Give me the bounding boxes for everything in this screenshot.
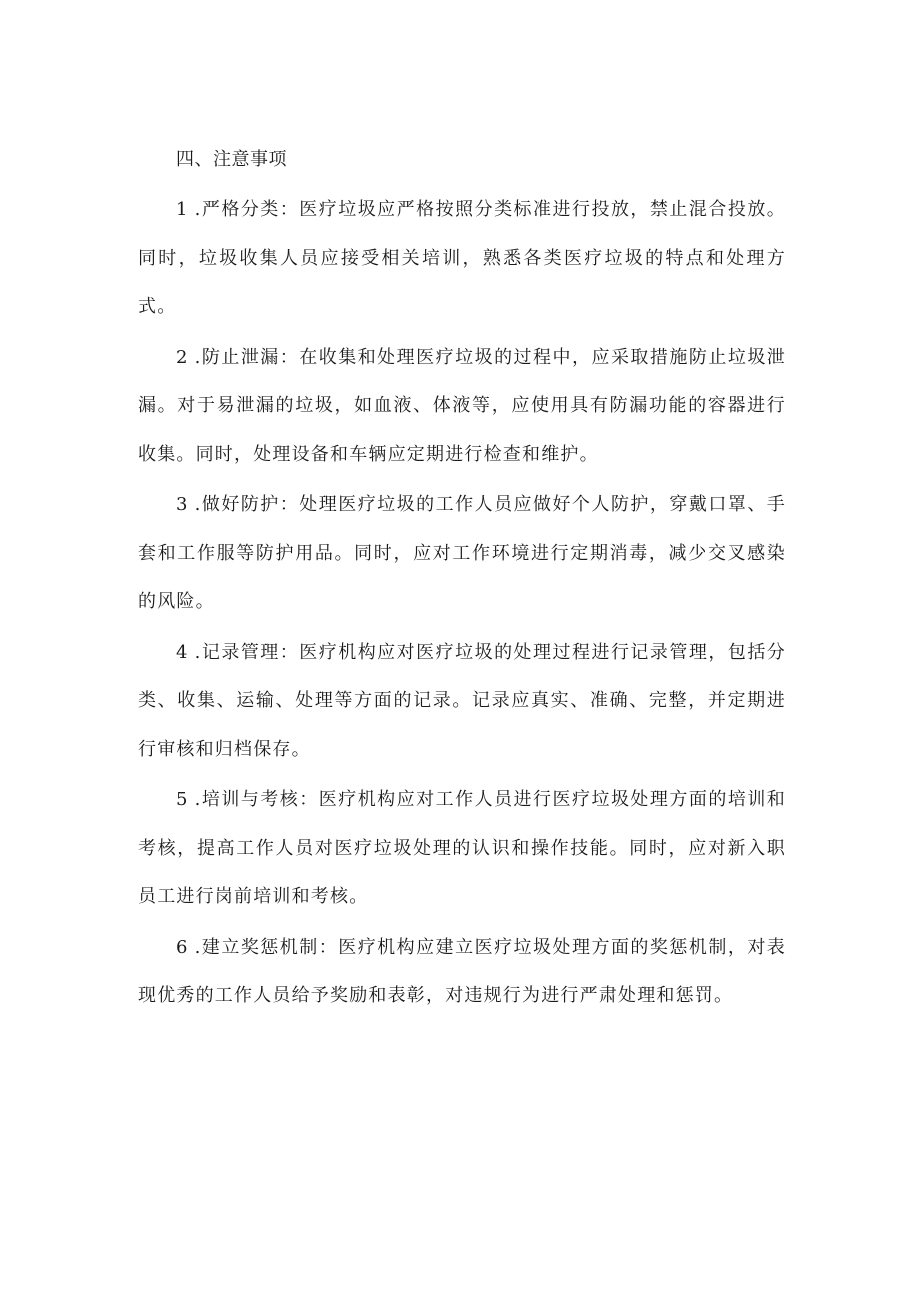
item-text: .建立奖惩机制：医疗机构应建立医疗垃圾处理方面的奖惩机制，对表现优秀的工作人员给予奖励和表彰，对违规行为进行严肃处理和惩罚。 bbox=[138, 936, 786, 1006]
item-number: 2 bbox=[176, 346, 188, 368]
section-heading: 四、注意事项 bbox=[176, 149, 287, 170]
list-item bbox=[138, 776, 786, 922]
list-item bbox=[138, 334, 786, 480]
item-number: 3 bbox=[176, 494, 188, 515]
list-item bbox=[138, 481, 786, 627]
item-number: 6 bbox=[176, 936, 188, 958]
document-body bbox=[138, 136, 786, 1021]
item-number: 1 bbox=[176, 199, 188, 220]
item-number: 5 bbox=[176, 789, 188, 810]
item-text: .严格分类：医疗垃圾应严格按照分类标准进行投放，禁止混合投放。同时，垃圾收集人员应接受相关培训，熟悉各类医疗垃圾的特点和处理方式。 bbox=[138, 199, 786, 317]
list-item bbox=[138, 186, 786, 332]
item-text: .做好防护：处理医疗垃圾的工作人员应做好个人防护，穿戴口罩、手套和工作服等防护用品。同时，应对工作环境进行定期消毒，减少交叉感染的风险。 bbox=[138, 494, 786, 612]
item-text: .防止泄漏：在收集和处理医疗垃圾的过程中，应采取措施防止垃圾泄漏。对于易泄漏的垃圾，如血液、体液等，应使用具有防漏功能的容器进行收集。同时，处理设备和车辆应定期进行检查和维护。 bbox=[138, 346, 786, 465]
item-number: 4 bbox=[176, 641, 188, 663]
list-item bbox=[138, 924, 786, 1021]
item-text: .记录管理：医疗机构应对医疗垃圾的处理过程进行记录管理，包括分类、收集、运输、处理等方面的记录。记录应真实、准确、完整，并定期进行审核和归档保存。 bbox=[138, 641, 786, 760]
list-item bbox=[138, 629, 786, 775]
item-text: .培训与考核：医疗机构应对工作人员进行医疗垃圾处理方面的培训和考核，提高工作人员对医疗垃圾处理的认识和操作技能。同时，应对新入职员工进行岗前培训和考核。 bbox=[138, 789, 786, 907]
